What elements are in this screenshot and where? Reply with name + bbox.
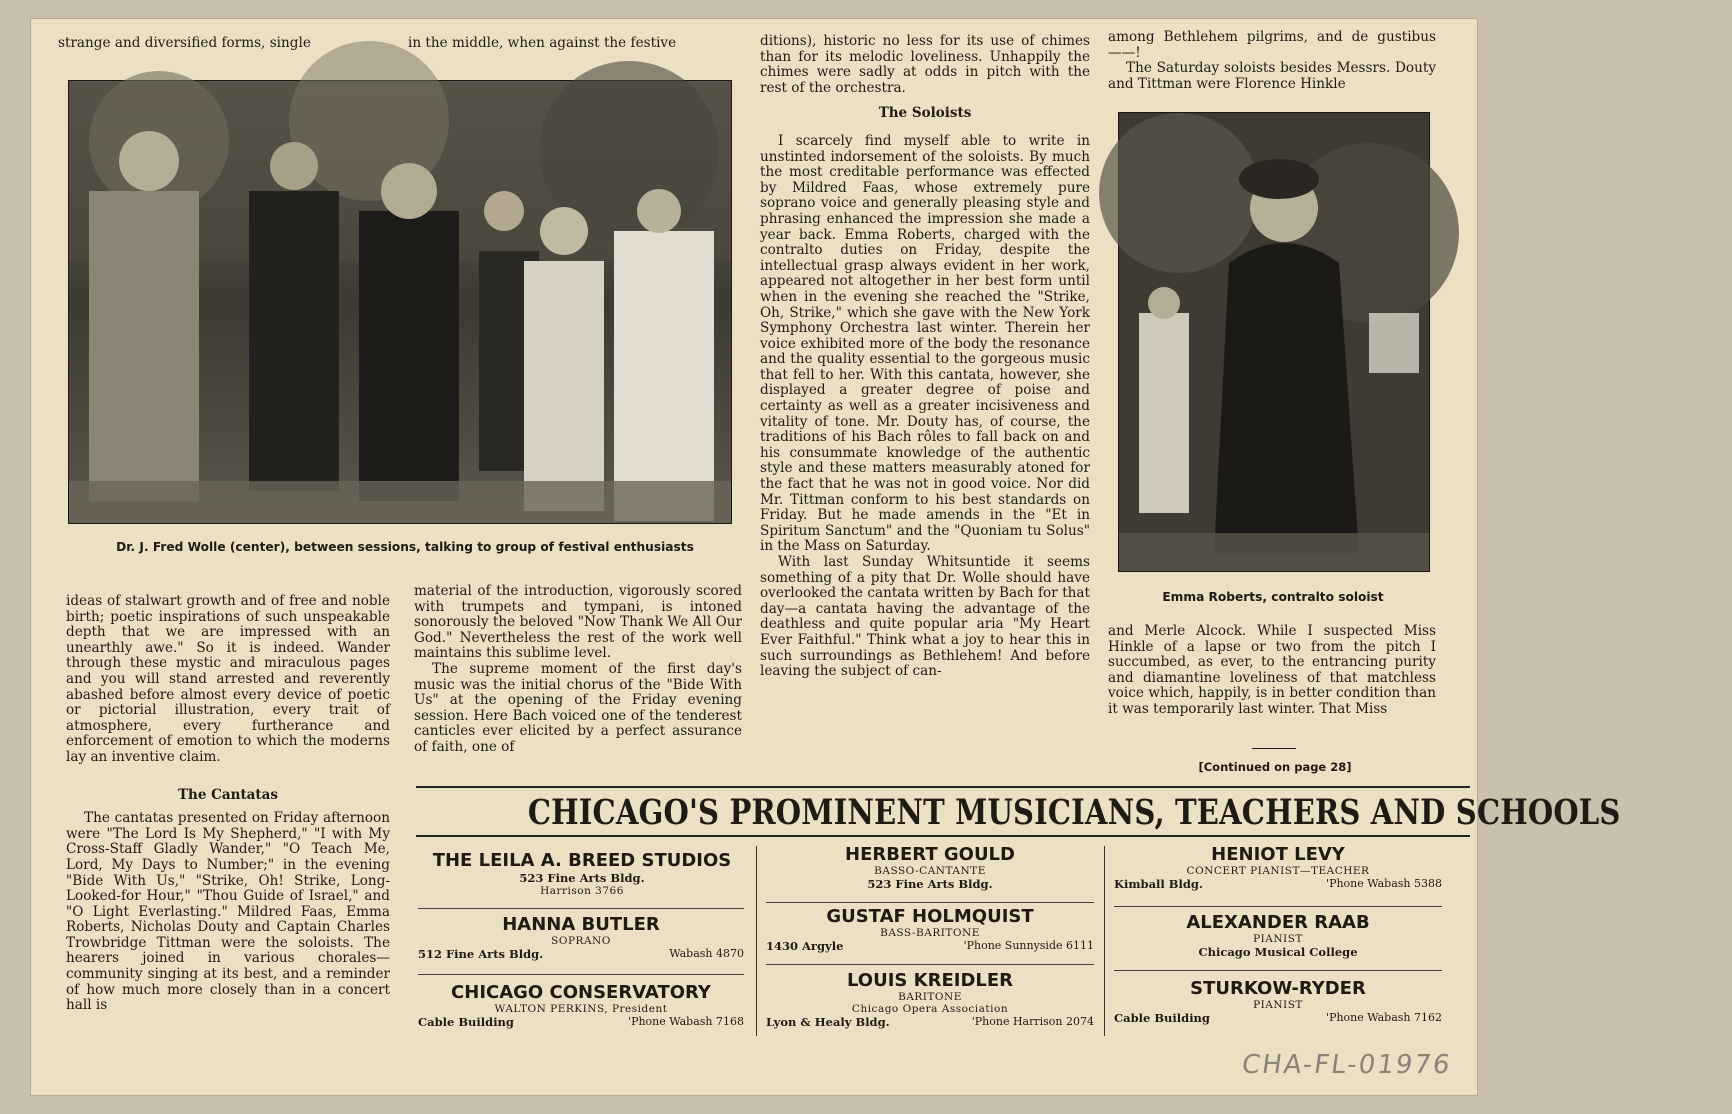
top-fragment-middle: in the middle, when against the festive [408,35,677,51]
col3-paragraph-1: I scarcely find myself able to write in unstinted indorsement of the soloists. By much the most creditable performance was effected by Mildred Faas, whose extremely pure soprano voice and generally pleasing style and phrasing enhanced the impression she made a year back. Emma Roberts, charged with the contralto duties on Friday, despite the intellectual grasp always evident in her work, appeared not altogether in her best form until when in the evening she reached the "Strike, Oh, Strike," which she gave with the New York Symphony Orchestra last winter. Therein her voice exhibited more of the body the resonance and the quality essential to the gorgeous music that fell to her. With this cantata, however, she displayed a greater degree of poise and certainty as well as a greater incisiveness and vitality of tone. Mr. Douty has, of course, the traditions of his Bach rôles to fall back on and his consummate knowledge of the authentic style and these matters measurably atoned for the fact that he was not in good voice. Nor did Mr. Tittman conform to his best standards on Friday. But he made amends in the "Et in Spiritum Sanctum" and the "Quoniam tu Solus" in the Mass on Saturday. [760,132,1090,555]
emma-roberts-photo [1118,112,1430,572]
col1-paragraph-2: The cantatas presented on Friday afternoon were "The Lord Is My Shepherd," "I with My Cross-Staff Gladly Wander," "O Teach Me, Lord, My Days to Number;" in the evening "Bide With Us," "Strike, Oh! Strike, Long-Looked-for Hour," "Thou Guide of Israel," and "O Light Everlasting." Mildred Faas, Emma Roberts, Nicholas Douty and Captain Charles Trowbridge Tittman were the soloists. The hearers joined in various chorales—community singing at its best, and a reminder of how much more closely than in a concert hall is [66,810,390,1014]
soloists-heading: The Soloists [878,105,972,122]
col4-top-paragraph: The Saturday soloists besides Messrs. Douty and Tittman were Florence Hinkle [1108,60,1436,92]
ad-louis-kreidler: LOUIS KREIDLER BARITONE Chicago Opera Association Lyon & Healy Bldg. 'Phone Harrison 2074 [766,970,1094,1029]
ad-rule-a2 [418,974,744,975]
ad-rule-a1 [418,908,744,909]
col1-paragraph-1: ideas of stalwart growth and of free and noble birth; poetic inspirations of such unspeakable depth that we are impressed with an unearthly awe." So it is indeed. Wander through these mystic and miraculous pages and you will stand arrested and reverently abashed before almost every device of poetic or pictorial illustration, every trait of atmosphere, every furtherance and enforcement of emotion to which the moderns lay an inventive claim. [66,593,390,765]
ad-rule-c2 [1114,970,1442,971]
handwritten-catalog-number: CHA-FL-01976 [1239,1050,1454,1080]
col4-top-fragment: among Bethlehem pilgrims, and de gustibus ——! [1108,29,1436,61]
ad-leila-breed: THE LEILA A. BREED STUDIOS 523 Fine Arts Bldg. Harrison 3766 [432,850,732,897]
col2-paragraph-2: The supreme moment of the first day's music was the initial chorus of the "Bide With Us" at the opening of the Friday evening session. Here Bach voiced one of the tenderest canticles ever elicited by a perfect assurance of faith, one of [414,660,742,755]
ad-divider-2 [1104,846,1105,1036]
festival-group-photo [68,80,732,524]
col3-paragraph-2: With last Sunday Whitsuntide it seems something of a pity that Dr. Wolle should have overlooked the cantata written by Bach for that day—a cantata having the advantage of the deathless and quite popular aria "My Heart Ever Faithful." Think what a joy to hear this in such surroundings as Bethlehem! And before leaving the subject of can- [760,554,1090,680]
ad-alexander-raab: ALEXANDER RAAB PIANIST Chicago Musical College [1186,912,1370,959]
continued-notice: [Continued on page 28] [1198,760,1352,774]
col4-paragraph: and Merle Alcock. While I suspected Miss Hinkle of a lapse or two from the pitch I succumbed, as ever, to the entrancing purity and diamantine loveliness of that matchless voice which, happily, is in better condition than it was temporarily last winter. That Miss [1108,623,1436,717]
ad-herbert-gould: HERBERT GOULD BASSO-CANTANTE 523 Fine Arts Bldg. [845,844,1015,891]
newspaper-page [30,18,1621,1096]
directory-title: CHICAGO'S PROMINENT MUSICIANS, TEACHERS AND SCHOOLS [527,792,1621,833]
column-2 [414,584,742,756]
directory-banner [416,786,1621,837]
photo1-caption: Dr. J. Fred Wolle (center), between sessions, talking to group of festival enthusiasts [116,540,694,554]
col2-paragraph-1: material of the introduction, vigorously scored with trumpets and tympani, is intoned sonorously the beloved "Now Thank We All Our God." Nevertheless the rest of the work well maintains this sublime level. [414,583,742,662]
column-1 [66,594,390,1014]
ad-heniot-levy: HENIOT LEVY CONCERT PIANIST—TEACHER Kimball Bldg. 'Phone Wabash 5388 [1114,844,1442,891]
col3-paragraph-0: ditions), historic no less for its use of chimes than for its melodic loveliness. Unhappily the chimes were sadly at odds in pitch with the rest of the orchestra. [760,33,1090,96]
column-4-top [1108,30,1436,92]
ad-sturkow-ryder: STURKOW-RYDER PIANIST Cable Building 'Phone Wabash 7162 [1114,978,1442,1025]
short-rule [1252,748,1296,749]
column-3 [760,34,1090,680]
ad-gustaf-holmquist: GUSTAF HOLMQUIST BASS-BARITONE 1430 Argyle 'Phone Sunnyside 6111 [766,906,1094,953]
top-fragment-left: strange and diversified forms, single [58,35,311,51]
ad-rule-b2 [766,964,1094,965]
ad-rule-b1 [766,902,1094,903]
ad-rule-c1 [1114,906,1442,907]
ad-hanna-butler: HANNA BUTLER SOPRANO 512 Fine Arts Bldg. Wabash 4870 [418,914,744,961]
column-4-bottom [1108,624,1436,718]
ad-divider-1 [756,846,757,1036]
ad-chicago-conservatory: CHICAGO CONSERVATORY WALTON PERKINS, President Cable Building 'Phone Wabash 7168 [418,982,744,1029]
cantatas-heading: The Cantatas [177,786,279,803]
photo2-caption: Emma Roberts, contralto soloist [1162,590,1384,604]
